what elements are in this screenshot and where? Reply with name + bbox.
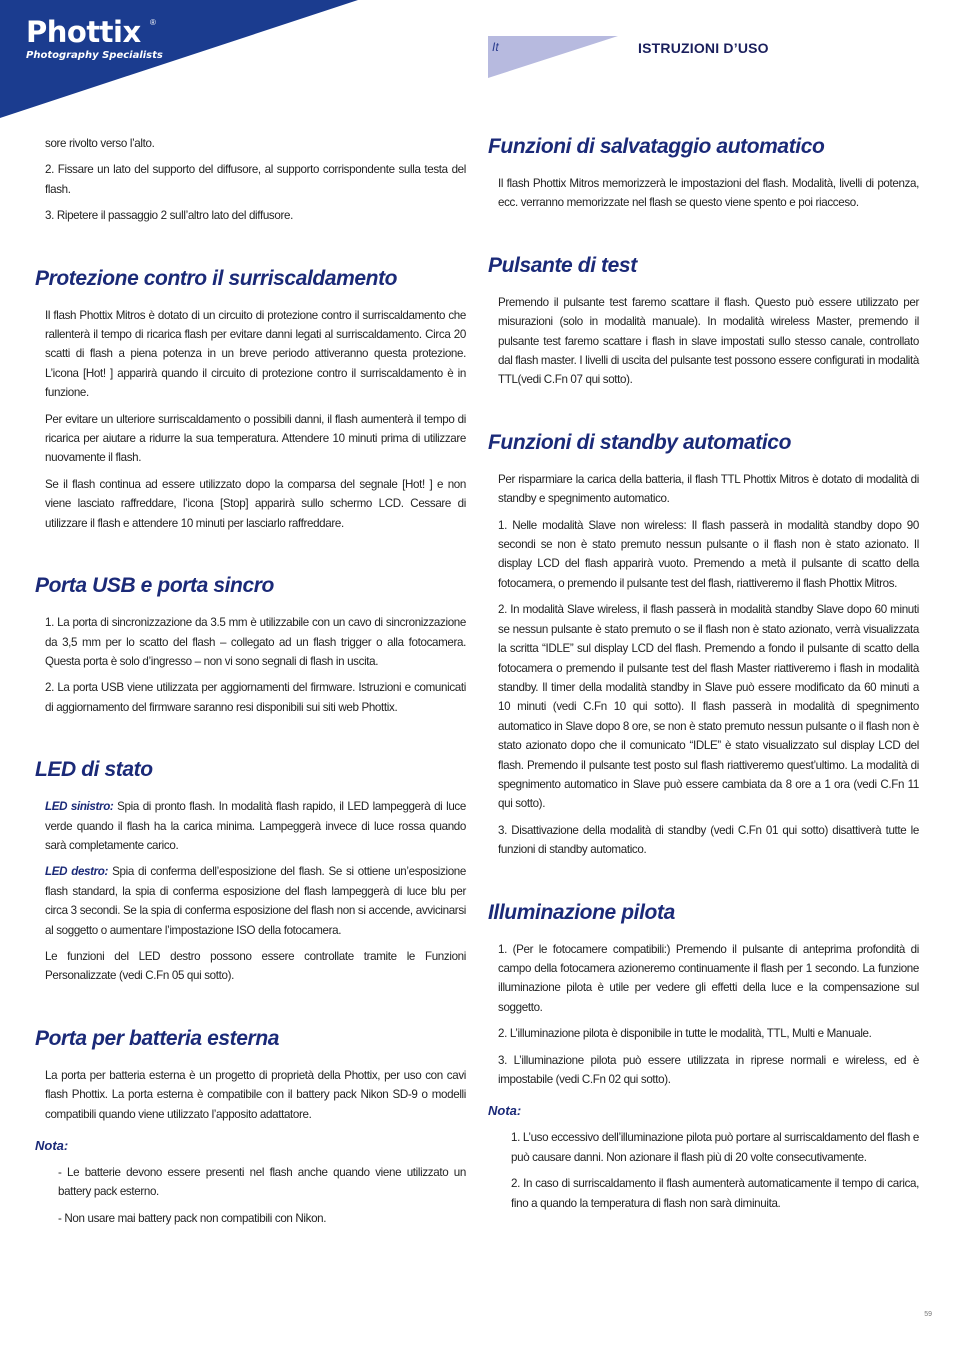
pilota-nota-label: Nota: xyxy=(488,1103,522,1119)
salvataggio-paragraph-1: Il flash Phottix Mitros memorizzerà le impostazioni del flash. Modalità, livelli di potenza, ecc. verranno memorizzate nel flash se questo viene spento e poi riacceso. xyxy=(498,177,919,210)
brand-tagline: Photography Specialists xyxy=(26,50,163,61)
standby-paragraph-1: 1. Nelle modalità Slave non wireless: Il flash passerà in modalità standby dopo 90 secondi se non è stato premuto nessun pulsante o il flash non è stato azionato. Il display LCD del flash apparirà vuoto. Premendo a metà il pulsante di scatto della fotocamera, o premendo il pulsante test del flash, riattiveremo il flash Phottix Mitros. xyxy=(498,518,919,590)
heading-salvataggio: Funzioni di salvataggio automatico xyxy=(488,135,825,158)
pilota-nota-1: 1. L’uso eccessivo dell’illuminazione pilota può portare al surriscaldamento del flash e può causare danni. Non azionare il flash più di 20 volte consecutivamente. xyxy=(511,1131,919,1164)
led-destro-text: Spia di conferma dell’esposizione del flash. Se si ottiene un’esposizione flash standard, la spia di conferma esposizione del flash lampeggerà di luce blu per circa 3 secondi. Se la spia di conferma esposizione del flash non si accende, avvicinarsi al soggetto o aumentare l’impostazione ISO della fotocamera. xyxy=(45,865,467,937)
right-column xyxy=(488,134,919,1213)
intro-step-2: 2. Fissare un lato del supporto del diffusore, al supporto corrispondente sulla testa del flash. xyxy=(45,163,466,196)
pilota-paragraph-1: 1. (Per le fotocamere compatibili:) Premendo il pulsante di anteprima profondità di campo della fotocamera azioneremo continuamente il flash per 1 secondo. La funzione illuminazione pilota è utile per vedere gli effetti della luce e la compensazione sul soggetto. xyxy=(498,942,919,1014)
standby-paragraph-2: 2. In modalità Slave wireless, il flash passerà in modalità standby Slave dopo 60 minuti se nessun pulsante è stato premuto o se il flash non è stato azionato, verrà visualizzata la scritta “IDLE” sul display LCD del flash. Premendo a fondo il pulsante di scatto della fotocamera o premendo il pulsante test del flash Master riattiveremo i flash in modalità standby. Il timer della modalità standby in Slave può essere modificato da 60 minuti a 10 minuti (vedi C.Fn 10 qui sotto). Il flash passerà in modalità di spegnimento automatico in Slave dopo 8 ore, se non è stato premuto nessun pulsante o il flash non è stato azionato dopo che il comunicato “IDLE” è stato visualizzato sul display LCD del flash. Premendo il pulsante test posto sul flash riattiveremo quest’ultimo. La modalità di spegnimento automatico in Slave può essere cambiata da 8 ore a 1 ora (vedi C.Fn 11 qui sotto). xyxy=(498,603,919,811)
intro-line-1: sore rivolto verso l’alto. xyxy=(45,137,155,150)
heading-test: Pulsante di test xyxy=(488,253,637,277)
standby-paragraph-0: Per risparmiare la carica della batteria, il flash TTL Phottix Mitros è dotato di modalità di standby e spegnimento automatico. xyxy=(498,472,919,506)
batteria-nota-2: - Non usare mai battery pack non compatibili con Nikon. xyxy=(58,1211,327,1225)
registered-mark: ® xyxy=(150,18,156,27)
pilota-paragraph-2: 2. L’illuminazione pilota è disponibile in tutte le modalità, TTL, Multi e Manuale. xyxy=(498,1027,872,1041)
pilota-nota-2: 2. In caso di surriscaldamento il flash aumenterà automaticamente il tempo di carica, fino a quando la temperatura di flash non sarà diminuita. xyxy=(511,1177,919,1210)
intro-step-3: 3. Ripetere il passaggio 2 sull’altro lato del diffusore. xyxy=(45,209,293,223)
protezione-paragraph-2: Per evitare un ulteriore surriscaldamento o possibili danni, il flash aumenterà il tempo di ricarica per aiutare a ridurre la sua temperatura. Attendere 10 minuti prima di utilizzare nuovamente il flash. xyxy=(45,412,466,465)
heading-standby: Funzioni di standby automatico xyxy=(488,430,792,454)
heading-led: LED di stato xyxy=(35,758,153,782)
language-bar xyxy=(488,36,620,80)
pilota-paragraph-3: 3. L’illuminazione pilota può essere utilizzata in riprese normali e wireless, ed è impostabile (vedi C.Fn 02 qui sotto). xyxy=(498,1053,919,1086)
document-title: ISTRUZIONI D’USO xyxy=(638,40,769,56)
led-sinistro-label: LED sinistro: xyxy=(45,800,114,814)
batteria-nota-label: Nota: xyxy=(35,1138,69,1153)
heading-batteria: Porta per batteria esterna xyxy=(35,1026,280,1050)
standby-paragraph-3: 3. Disattivazione della modalità di standby (vedi C.Fn 01 qui sotto) disattiverà tutte le funzioni di standby automatico. xyxy=(498,823,919,857)
heading-pilota: Illuminazione pilota xyxy=(488,900,675,924)
language-code: It xyxy=(492,40,499,54)
left-column xyxy=(35,134,466,1228)
heading-usb: Porta USB e porta sincro xyxy=(35,574,274,598)
brand-name: Phottix xyxy=(26,15,141,49)
led-sinistro-paragraph xyxy=(45,797,466,855)
led-destro-label: LED destro: xyxy=(45,865,109,879)
led-destro-paragraph xyxy=(45,862,466,940)
batteria-paragraph-1: La porta per batteria esterna è un progetto di proprietà della Phottix, per uso con cavi flash Phottix. La porta esterna è compatibile con il battery pack Nikon SD-9 o modelli compatibili quando viene utilizzato l’apposito adattatore. xyxy=(45,1068,466,1121)
usb-paragraph-2: 2. La porta USB viene utilizzata per aggiornamenti del firmware. Istruzioni e comunicati di aggiornamento del firmware saranno resi disponibili sui siti web Phottix. xyxy=(45,681,466,714)
protezione-paragraph-1: Il flash Phottix Mitros è dotato di un circuito di protezione contro il surriscaldamento che rallenterà il tempo di ricarica flash per evitare danni legati al surriscaldamento. Circa 20 scatti di flash a piena potenza in un breve periodo attiveranno questa protezione. L’icona [Hot! ] apparirà quando il circuito di protezione contro il surriscaldamento è in funzione. xyxy=(45,308,466,400)
heading-protezione: Protezione contro il surriscaldamento xyxy=(35,266,398,290)
brand-logo xyxy=(26,16,163,62)
batteria-nota-1: - Le batterie devono essere presenti nel flash anche quando viene utilizzato un battery pack esterno. xyxy=(58,1166,466,1199)
test-paragraph-1: Premendo il pulsante test faremo scattare il flash. Questo può essere utilizzato per misurazioni (solo in modalità manuale). In modalità wireless Master, premendo il pulsante test faremo scattare i flash in slave impostati sullo stesso canale, controllato dal flash master. I livelli di uscita del pulsante test possono essere configurati in modalità TTL(vedi C.Fn 07 qui sotto). xyxy=(498,295,919,387)
usb-paragraph-1: 1. La porta di sincronizzazione da 3.5 mm è utilizzabile con un cavo di sincronizzazione da 3,5 mm per lo scatto del flash – collegato ad un flash trigger o alla fotocamera. Questa porta è solo d’ingresso – non vi sono segnali di flash in uscita. xyxy=(45,616,466,668)
protezione-paragraph-3: Se il flash continua ad essere utilizzato dopo la comparsa del segnale [Hot! ] e non viene lasciato raffreddare, l’icona [Stop] apparirà sullo schermo LCD. Cessare di utilizzare il flash e attendere 10 minuti per lasciarlo raffreddare. xyxy=(45,477,466,530)
page-number: 59 xyxy=(924,1311,932,1318)
led-sinistro-text: Spia di pronto flash. In modalità flash rapido, il LED lampeggerà di luce verde quando il flash ha la carica minima. Lampeggerà invece di luce rossa quando sarà completamente carico. xyxy=(45,800,466,852)
led-paragraph-3: Le funzioni del LED destro possono essere controllate tramite le Funzioni Personalizzate (vedi C.Fn 05 qui sotto). xyxy=(45,949,466,983)
